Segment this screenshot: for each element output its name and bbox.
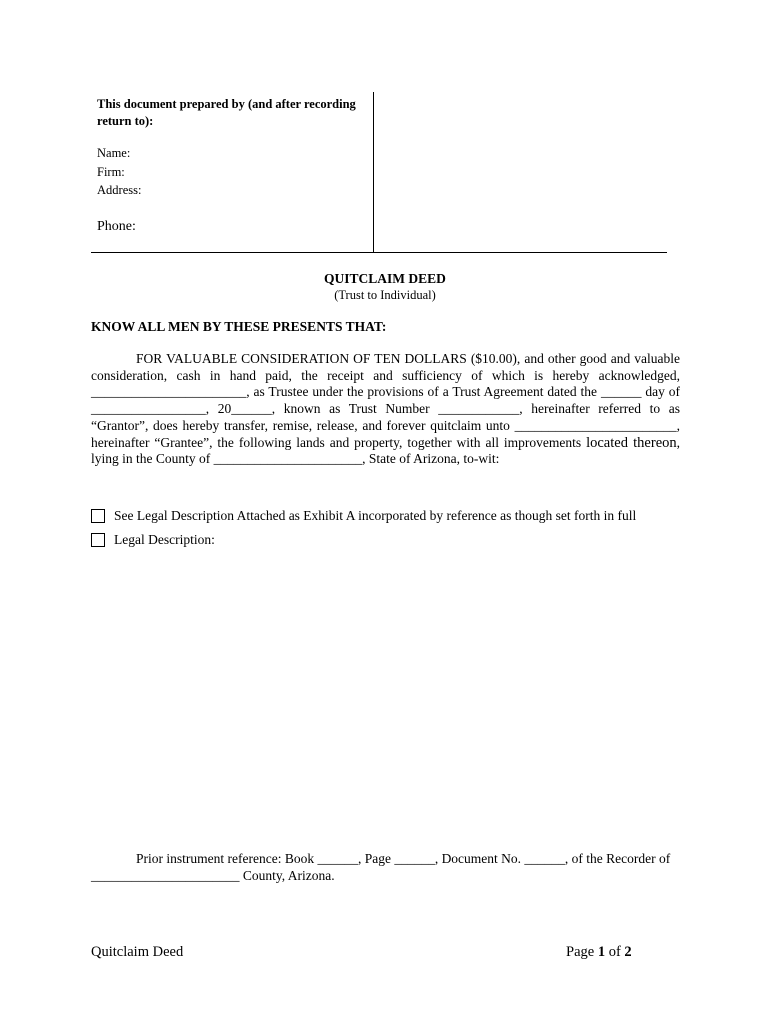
phone-label: Phone: xyxy=(97,219,136,234)
prior-instrument-paragraph xyxy=(91,850,680,884)
document-subtitle: (Trust to Individual) xyxy=(334,288,436,302)
option-legal-description[interactable] xyxy=(91,532,215,548)
conveyance-text-2: located thereon xyxy=(586,434,677,451)
firm-label: Firm: xyxy=(97,165,125,179)
option-exhibit-a[interactable] xyxy=(91,508,636,524)
prepared-by-box xyxy=(91,92,667,253)
exhibit-a-checkbox[interactable] xyxy=(91,509,105,523)
conveyance-text-1: FOR VALUABLE CONSIDERATION OF TEN DOLLARS ($10.00), and other good and valuable consideration, cash in hand paid, the receipt and sufficiency of which is hereby acknowledged, _______________________, as Trustee under the provisions of a Trust Agreement dated the ______ day of _________________, 20______, known as Trust Number ____________, hereinafter referred to as “Grantor”, does hereby transfer, remise, release, and forever quitclaim unto ________________________, hereinafter “Grantee”, the following lands and property, together with all improvements xyxy=(91,351,680,450)
know-all-heading: KNOW ALL MEN BY THESE PRESENTS THAT: xyxy=(91,319,387,334)
page-word: Page xyxy=(566,944,595,960)
page-total: 2 xyxy=(624,944,632,960)
legal-description-label: Legal Description: xyxy=(114,532,215,547)
footer-page-number xyxy=(566,944,632,961)
address-label: Address: xyxy=(97,183,142,197)
conveyance-text-3: , lying in the County of ______________________, State of Arizona, to-wit: xyxy=(91,434,681,467)
prepared-by-divider xyxy=(373,92,374,252)
footer-document-name: Quitclaim Deed xyxy=(91,944,184,960)
of-word: of xyxy=(608,944,621,960)
page-current: 1 xyxy=(597,944,606,960)
document-title: QUITCLAIM DEED xyxy=(324,271,446,286)
prior-instrument-text: Prior instrument reference: Book ______, Page ______, Document No. ______, of the Recorder of ______________________ County, Arizona. xyxy=(91,851,671,883)
legal-description-checkbox[interactable] xyxy=(91,533,105,547)
name-label: Name: xyxy=(97,146,131,160)
conveyance-paragraph xyxy=(91,351,680,468)
exhibit-a-label: See Legal Description Attached as Exhibit A incorporated by reference as though set forth in full xyxy=(114,508,637,523)
prepared-by-heading: This document prepared by (and after recording return to): xyxy=(97,97,356,128)
